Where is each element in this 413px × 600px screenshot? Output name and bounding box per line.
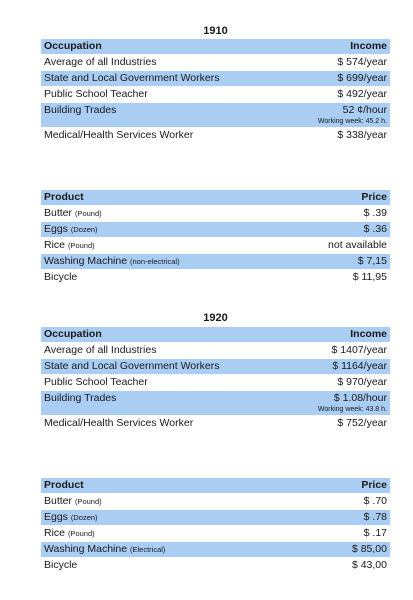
income-cell: $ 338/year <box>289 128 390 143</box>
price-table-1910 <box>41 189 390 286</box>
occupation-cell: Medical/Health Services Worker <box>41 416 289 431</box>
working-week-note: Working week: 43.8 h. <box>317 406 387 413</box>
income-cell: $ 970/year <box>289 375 390 390</box>
header-income: Income <box>289 327 390 342</box>
table-row <box>41 510 390 525</box>
price-cell: $ .17 <box>289 526 390 541</box>
year-heading-1910: 1910 <box>203 25 228 37</box>
price-cell: $ .36 <box>289 222 390 237</box>
working-week-note: Working week: 45.2 h. <box>317 118 387 125</box>
header-product: Product <box>41 478 289 493</box>
income-cell <box>289 103 390 127</box>
income-cell: $ 1407/year <box>289 343 390 358</box>
table-row <box>41 206 390 221</box>
occupation-cell: Public School Teacher <box>41 375 289 390</box>
product-cell: Washing Machine (non-electrical) <box>41 254 289 269</box>
product-cell: Bicycle <box>41 558 289 573</box>
product-cell: Butter (Pound) <box>41 494 289 509</box>
table-row <box>41 391 390 415</box>
table-row <box>41 71 390 86</box>
product-cell: Bicycle <box>41 270 289 285</box>
income-cell: $ 1164/year <box>289 359 390 374</box>
price-cell: not available <box>289 238 390 253</box>
price-cell: $ .39 <box>289 206 390 221</box>
table-row <box>41 494 390 509</box>
table-row <box>41 103 390 127</box>
table-row <box>41 343 390 358</box>
product-cell: Rice (Pound) <box>41 526 289 541</box>
income-table-1910 <box>41 38 390 144</box>
product-cell: Washing Machine (Electrical) <box>41 542 289 557</box>
cropped-top-text <box>0 0 413 4</box>
income-cell: $ 492/year <box>289 87 390 102</box>
header-price: Price <box>289 478 390 493</box>
header-product: Product <box>41 190 289 205</box>
header-income: Income <box>289 39 390 54</box>
product-cell: Butter (Pound) <box>41 206 289 221</box>
header-price: Price <box>289 190 390 205</box>
price-table-1920 <box>41 477 390 574</box>
table-header-row <box>41 190 390 205</box>
income-cell: $ 574/year <box>289 55 390 70</box>
table-row <box>41 526 390 541</box>
table-row <box>41 270 390 285</box>
price-cell: $ 11,95 <box>289 270 390 285</box>
table-row <box>41 359 390 374</box>
table-row <box>41 558 390 573</box>
occupation-cell: Building Trades <box>41 103 289 127</box>
table-row <box>41 375 390 390</box>
header-occupation: Occupation <box>41 327 289 342</box>
table-row <box>41 128 390 143</box>
header-occupation: Occupation <box>41 39 289 54</box>
occupation-cell: Building Trades <box>41 391 289 415</box>
table-row <box>41 542 390 557</box>
table-row <box>41 254 390 269</box>
occupation-cell: Medical/Health Services Worker <box>41 128 289 143</box>
table-row <box>41 87 390 102</box>
income-value: 52 ¢/hour <box>342 104 387 116</box>
income-table-1920 <box>41 326 390 432</box>
table-header-row <box>41 327 390 342</box>
price-cell: $ 43,00 <box>289 558 390 573</box>
product-cell: Rice (Pound) <box>41 238 289 253</box>
price-cell: $ .78 <box>289 510 390 525</box>
table-row <box>41 55 390 70</box>
price-cell: $ .70 <box>289 494 390 509</box>
table-row <box>41 222 390 237</box>
occupation-cell: State and Local Government Workers <box>41 71 289 86</box>
occupation-cell: State and Local Government Workers <box>41 359 289 374</box>
income-cell <box>289 391 390 415</box>
price-cell: $ 7,15 <box>289 254 390 269</box>
table-header-row <box>41 478 390 493</box>
table-header-row <box>41 39 390 54</box>
income-cell: $ 699/year <box>289 71 390 86</box>
occupation-cell: Average of all Industries <box>41 343 289 358</box>
product-cell: Eggs (Dozen) <box>41 510 289 525</box>
price-cell: $ 85,00 <box>289 542 390 557</box>
income-cell: $ 752/year <box>289 416 390 431</box>
product-cell: Eggs (Dozen) <box>41 222 289 237</box>
table-row <box>41 416 390 431</box>
income-value: $ 1.08/hour <box>333 392 387 404</box>
occupation-cell: Public School Teacher <box>41 87 289 102</box>
occupation-cell: Average of all Industries <box>41 55 289 70</box>
year-heading-1920: 1920 <box>203 312 228 324</box>
table-row <box>41 238 390 253</box>
